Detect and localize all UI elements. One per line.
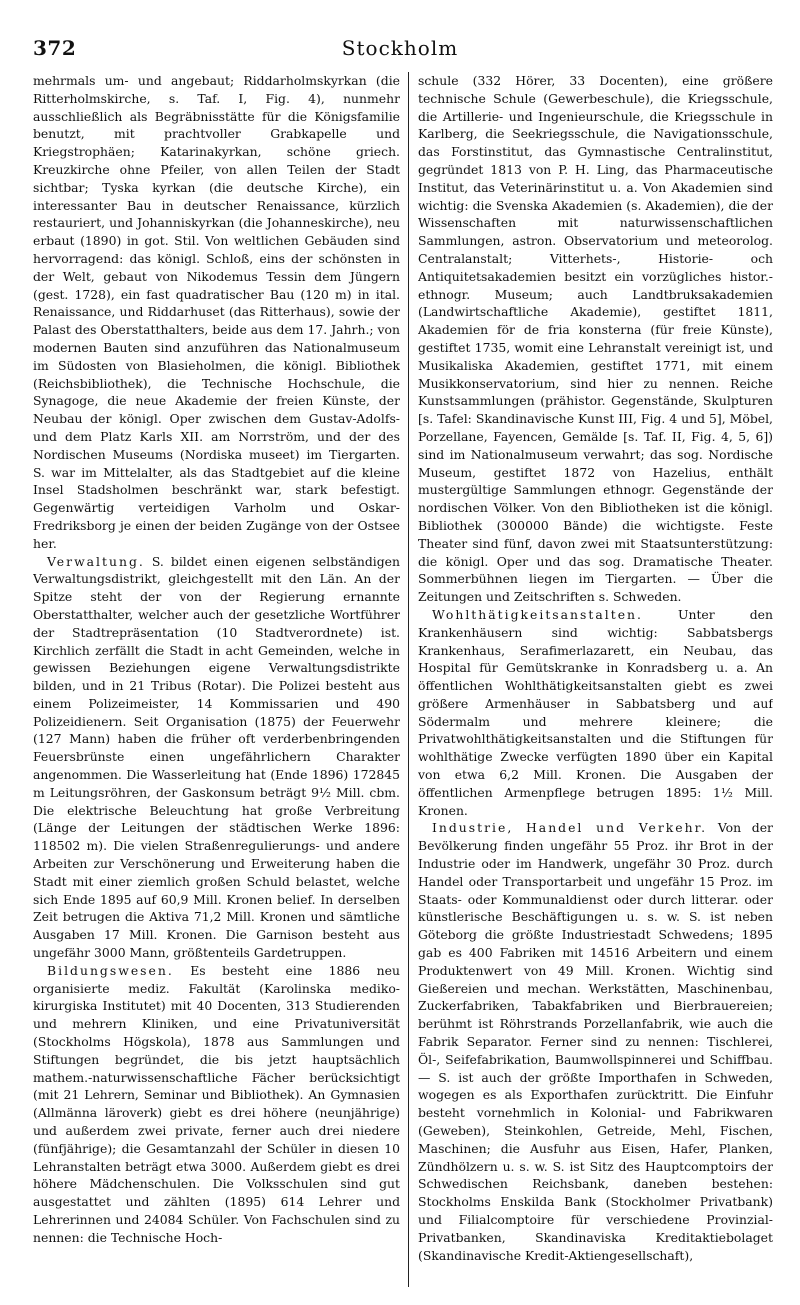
section-heading: Industrie, Handel und Verkehr. <box>432 820 708 836</box>
section-heading: Verwaltung. <box>47 553 145 569</box>
paragraph-text: Es besteht eine 1886 neu organisierte mediz. Fakultät (Karolinska mediko-kirurgiska Institutet) mit 40 Docenten, 313 Studierenden und mehrern Kliniken, und eine Privatuniversität (Stockholms Högskola), 1878 aus Sammlungen und Stiftungen begründet, die bis jetzt hauptsächlich mathem.-naturwissenschaftliche Fächer berücksichtigt (mit 21 Lehrern, Seminar und Bibliothek). An Gymnasien (Allmänna läroverk) giebt es drei höhere (neunjährige) und außerdem zwei private, ferner auch drei niedere (fünfjährige); die Gesamtanzahl der Schüler in diesen 10 Lehranstalten beträgt etwa 3000. Außerdem giebt es drei höhere Mädchenschulen. Die Volksschulen sind gut ausgestattet und zählten (1895) 614 Lehrer und Lehrerinnen und 24084 Schüler. Von Fachschulen sind zu nennen: die Technische Hoch- <box>33 962 400 1245</box>
page-header <box>33 36 767 66</box>
right-column <box>418 72 773 1287</box>
paragraph-fachschulen <box>418 72 773 606</box>
paragraph-text: schule (332 Hörer, 33 Docenten), eine größere technische Schule (Gewerbeschule), die Kriegsschule, die Artillerie- und Ingenieurschule, die Kriegsschule in Karlberg, die Seekriegsschule, die Navigationsschule, das Forstinstitut, das Gymnastische Centralinstitut, gegründet 1813 von P. H. Ling, das Pharmaceutische Institut, das Veterinärinstitut u. a. Von Akademien sind wichtig: die Svenska Akademien (s. Akademien), die der Wissenschaften mit naturwissenschaftlichen Sammlungen, astron. Observatorium und meteorolog. Centralanstalt; Vitterhets-, Historie- och Antiquitetsakademien besitzt ein vorzügliches histor.-ethnogr. Museum; auch Landtbruksakademien (Landwirtschaftliche Akademie), gestiftet 1811, Akademien för de fria konsterna (für freie Künste), gestiftet 1735, womit eine Lehranstalt vereinigt ist, und Musikaliska Akademien, gestiftet 1771, mit einem Musikkonservatorium, sind hier zu nennen. Reiche Kunstsammlungen (prähistor. Gegenstände, Skulpturen [s. Tafel: Skandinavische Kunst III, Fig. 4 und 5], Möbel, Porzellane, Fayencen, Gemälde [s. Taf. II, Fig. 4, 5, 6]) sind im Nationalmuseum verwahrt; das sog. Nordische Museum, gestiftet 1872 von Hazelius, enthält mustergültige Sammlungen ethnogr. Gegenstände der nordischen Völker. Von den Bibliotheken ist die königl. Bibliothek (300000 Bände) die wichtigste. Feste Theater sind fünf, davon zwei mit Staatsunterstützung: die königl. Oper und das sog. Dramatische Theater. Sommerbühnen liegen im Tiergarten. — Über die Zeitungen und Zeitschriften s. Schweden. <box>418 73 773 605</box>
column-divider <box>408 72 409 1287</box>
section-heading: Bildungswesen. <box>47 962 174 978</box>
paragraph-text: Von der Bevölkerung finden ungefähr 55 Proz. ihr Brot in der Industrie oder im Handwerk, ungefähr 30 Proz. durch Handel oder Transportarbeit und ungefähr 15 Proz. im Staats- oder Kommunaldienst oder durch litterar. oder künstlerische Beschäftigungen u. s. w. S. ist neben Göteborg die größte Industriestadt Schwedens; 1895 gab es 400 Fabriken mit 14516 Arbeitern und einem Produktenwert von 49 Mill. Kronen. Wichtig sind Gießereien und mechan. Werkstätten, Maschinenbau, Zuckerfabriken, Tabakfabriken und Bierbrauereien; berühmt ist Röhrstrands Porzellanfabrik, wie auch die Fabrik Separator. Ferner sind zu nennen: Tischlerei, Öl-, Seifefabrikation, Baumwollspinnerei und Schiffbau. — S. ist auch der größte Importhafen in Schweden, wogegen es als Exporthafen zurücktritt. Die Einfuhr besteht vornehmlich in Kolonial- und Fabrikwaren (Geweben), Steinkohlen, Getreide, Mehl, Fischen, Maschinen; die Ausfuhr aus Eisen, Hafer, Planken, Zündhölzern u. s. w. S. ist Sitz des Hauptcomptoirs der Schwedischen Reichsbank, daneben bestehen: Stockholms Enskilda Bank (Stockholmer Privatbank) und Filialcomptoire für verschiedene Provinzial-Privatbanken, Skandinaviska Kreditaktiebolaget (Skandinavische Kredit-Aktiengesellschaft), <box>418 820 773 1263</box>
paragraph-architecture <box>33 72 400 553</box>
paragraph-text: S. bildet einen eigenen selbständigen Verwaltungsdistrikt, gleichgestellt mit den Län. An der Spitze steht der von der Regierung ernannte Oberstatthalter, welcher auch der gesetzliche Wortführer der Stadtrepräsentation (10 Stadtverordnete) ist. Kirchlich zerfällt die Stadt in acht Gemeinden, welche in gewissen Beziehungen eigene Verwaltungsdistrikte bilden, und in 21 Tribus (Rotar). Die Polizei besteht aus einem Polizeimeister, 14 Kommissarien und 490 Polizeidienern. Seit Organisation (1875) der Feuerwehr (127 Mann) haben die früher oft verderbenbringenden Feuersbrünste einen ungefährlichern Charakter angenommen. Die Wasserleitung hat (Ende 1896) 172845 m Leitungsröhren, der Gaskonsum beträgt 9½ Mill. cbm. Die elektrische Beleuchtung hat große Verbreitung (Länge der Leitungen der städtischen Werke 1896: 118502 m). Die vielen Straßenregulierungs- und andere Arbeiten zur Verschönerung und Erweiterung haben die Stadt mit einer ziemlich großen Schuld belastet, welche sich Ende 1895 auf 60,9 Mill. Kronen belief. In derselben Zeit betrugen die Aktiva 71,2 Mill. Kronen und sämtliche Ausgaben 17 Mill. Kronen. Die Garnison besteht aus ungefähr 3000 Mann, größtenteils Gardetruppen. <box>33 553 400 961</box>
page-number: 372 <box>33 36 77 60</box>
section-heading: Wohlthätigkeitsanstalten. <box>432 606 643 622</box>
paragraph-industrie <box>418 819 773 1264</box>
left-column <box>33 72 400 1287</box>
paragraph-wohlthaetigkeit <box>418 606 773 820</box>
running-title: Stockholm <box>341 36 459 60</box>
paragraph-text: Unter den Krankenhäusern sind wichtig: Sabbatsbergs Krankenhaus, Serafimerlazarett, ein Neubau, das Hospital für Gemütskranke in Konradsberg u. a. An öffentlichen Wohlthätigkeitsanstalten giebt es zwei größere Armenhäuser in Sabbatsberg und auf Södermalm und mehrere kleinere; die Privatwohlthätigkeitsanstalten und die Stiftungen für wohlthätige Zwecke verfügten 1890 über ein Kapital von etwa 6,2 Mill. Kronen. Die Ausgaben der öffentlichen Armenpflege betrugen 1895: 1½ Mill. Kronen. <box>418 606 773 818</box>
paragraph-verwaltung <box>33 553 400 962</box>
paragraph-text: mehrmals um- und angebaut; Riddarholmskyrkan (die Ritterholmskirche, s. Taf. I, Fig. 4), nunmehr ausschließlich als Begräbnisstätte für die Königsfamilie benutzt, mit prachtvoller Grabkapelle und Kriegstrophäen; Katarinakyrkan, schöne griech. Kreuzkirche ohne Pfeiler, von allen Teilen der Stadt sichtbar; Tyska kyrkan (die deutsche Kirche), ein interessanter Bau in deutscher Renaissance, kürzlich restauriert, und Johanniskyrkan (die Johanneskirche), neu erbaut (1890) in got. Stil. Von weltlichen Gebäuden sind hervorragend: das königl. Schloß, eins der schönsten in der Welt, gebaut von Nikodemus Tessin dem Jüngern (gest. 1728), ein fast quadratischer Bau (120 m) in ital. Renaissance, und Riddarhuset (das Ritterhaus), sowie der Palast des Oberstatthalters, beide aus dem 17. Jahrh.; von modernen Bauten sind anzuführen das Nationalmuseum im Südosten von Blasieholmen, die königl. Bibliothek (Reichsbibliothek), die Technische Hochschule, die Synagoge, die neue Akademie der freien Künste, der Neubau der königl. Oper zwischen dem Gustav-Adolfs- und dem Platz Karls XII. am Norrström, und der des Nordischen Museums (Nordiska museet) im Tiergarten. S. war im Mittelalter, als das Stadtgebiet auf die kleine Insel Stadsholmen beschränkt war, stark befestigt. Gegenwärtig verteidigen Varholm und Oskar-Fredriksborg je einen der beiden Zugänge von der Ostsee her. <box>33 73 400 551</box>
paragraph-bildungswesen <box>33 962 400 1247</box>
